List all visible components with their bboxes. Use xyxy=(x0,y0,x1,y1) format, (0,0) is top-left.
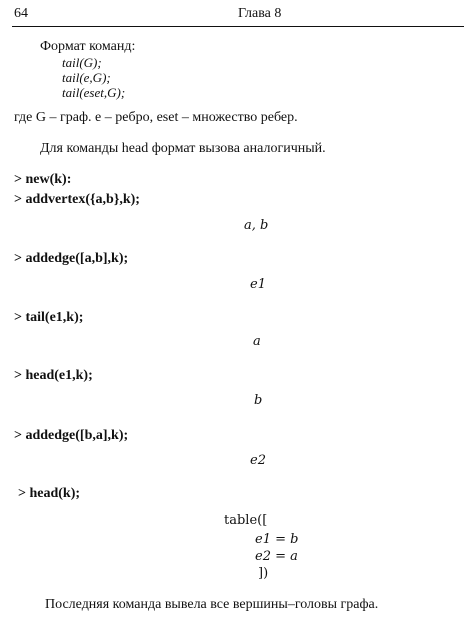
chapter-title: Глава 8 xyxy=(238,6,282,21)
definition-text: где G – граф. е – ребро, eset – множество ребер. xyxy=(14,110,298,125)
head-note: Для команды head формат вызова аналогичный. xyxy=(40,141,326,156)
command-head-k: > head(k); xyxy=(18,486,81,501)
output-addvertex: a, b xyxy=(244,218,269,233)
command-addvertex: > addvertex({a,b},k); xyxy=(14,192,140,207)
command-head-e1: > head(e1,k); xyxy=(14,368,93,383)
output-addedge-ab: e1 xyxy=(250,277,266,292)
command-tail: > tail(e1,k); xyxy=(14,310,84,325)
format-line-3: tail(eset,G); xyxy=(62,85,126,100)
table-open: table([ xyxy=(224,513,268,528)
header-rule xyxy=(12,26,464,27)
command-addedge-ab: > addedge([a,b],k); xyxy=(14,251,129,266)
conclusion-text: Последняя команда вывела все вершины–головы графа. xyxy=(45,597,379,612)
table-row-1: e1 = b xyxy=(255,532,299,547)
format-line-1: tail(G); xyxy=(62,55,102,70)
table-close: ]) xyxy=(258,566,269,581)
output-tail: a xyxy=(253,334,261,349)
output-head-e1: b xyxy=(254,393,263,408)
format-line-2: tail(e,G); xyxy=(62,70,111,85)
table-row-2: e2 = a xyxy=(255,549,298,564)
command-addedge-ba: > addedge([b,a],k); xyxy=(14,428,129,443)
command-new: > new(k): xyxy=(14,172,72,187)
output-addedge-ba: e2 xyxy=(250,453,266,468)
page-number: 64 xyxy=(14,6,28,21)
format-title: Формат команд: xyxy=(40,39,136,54)
